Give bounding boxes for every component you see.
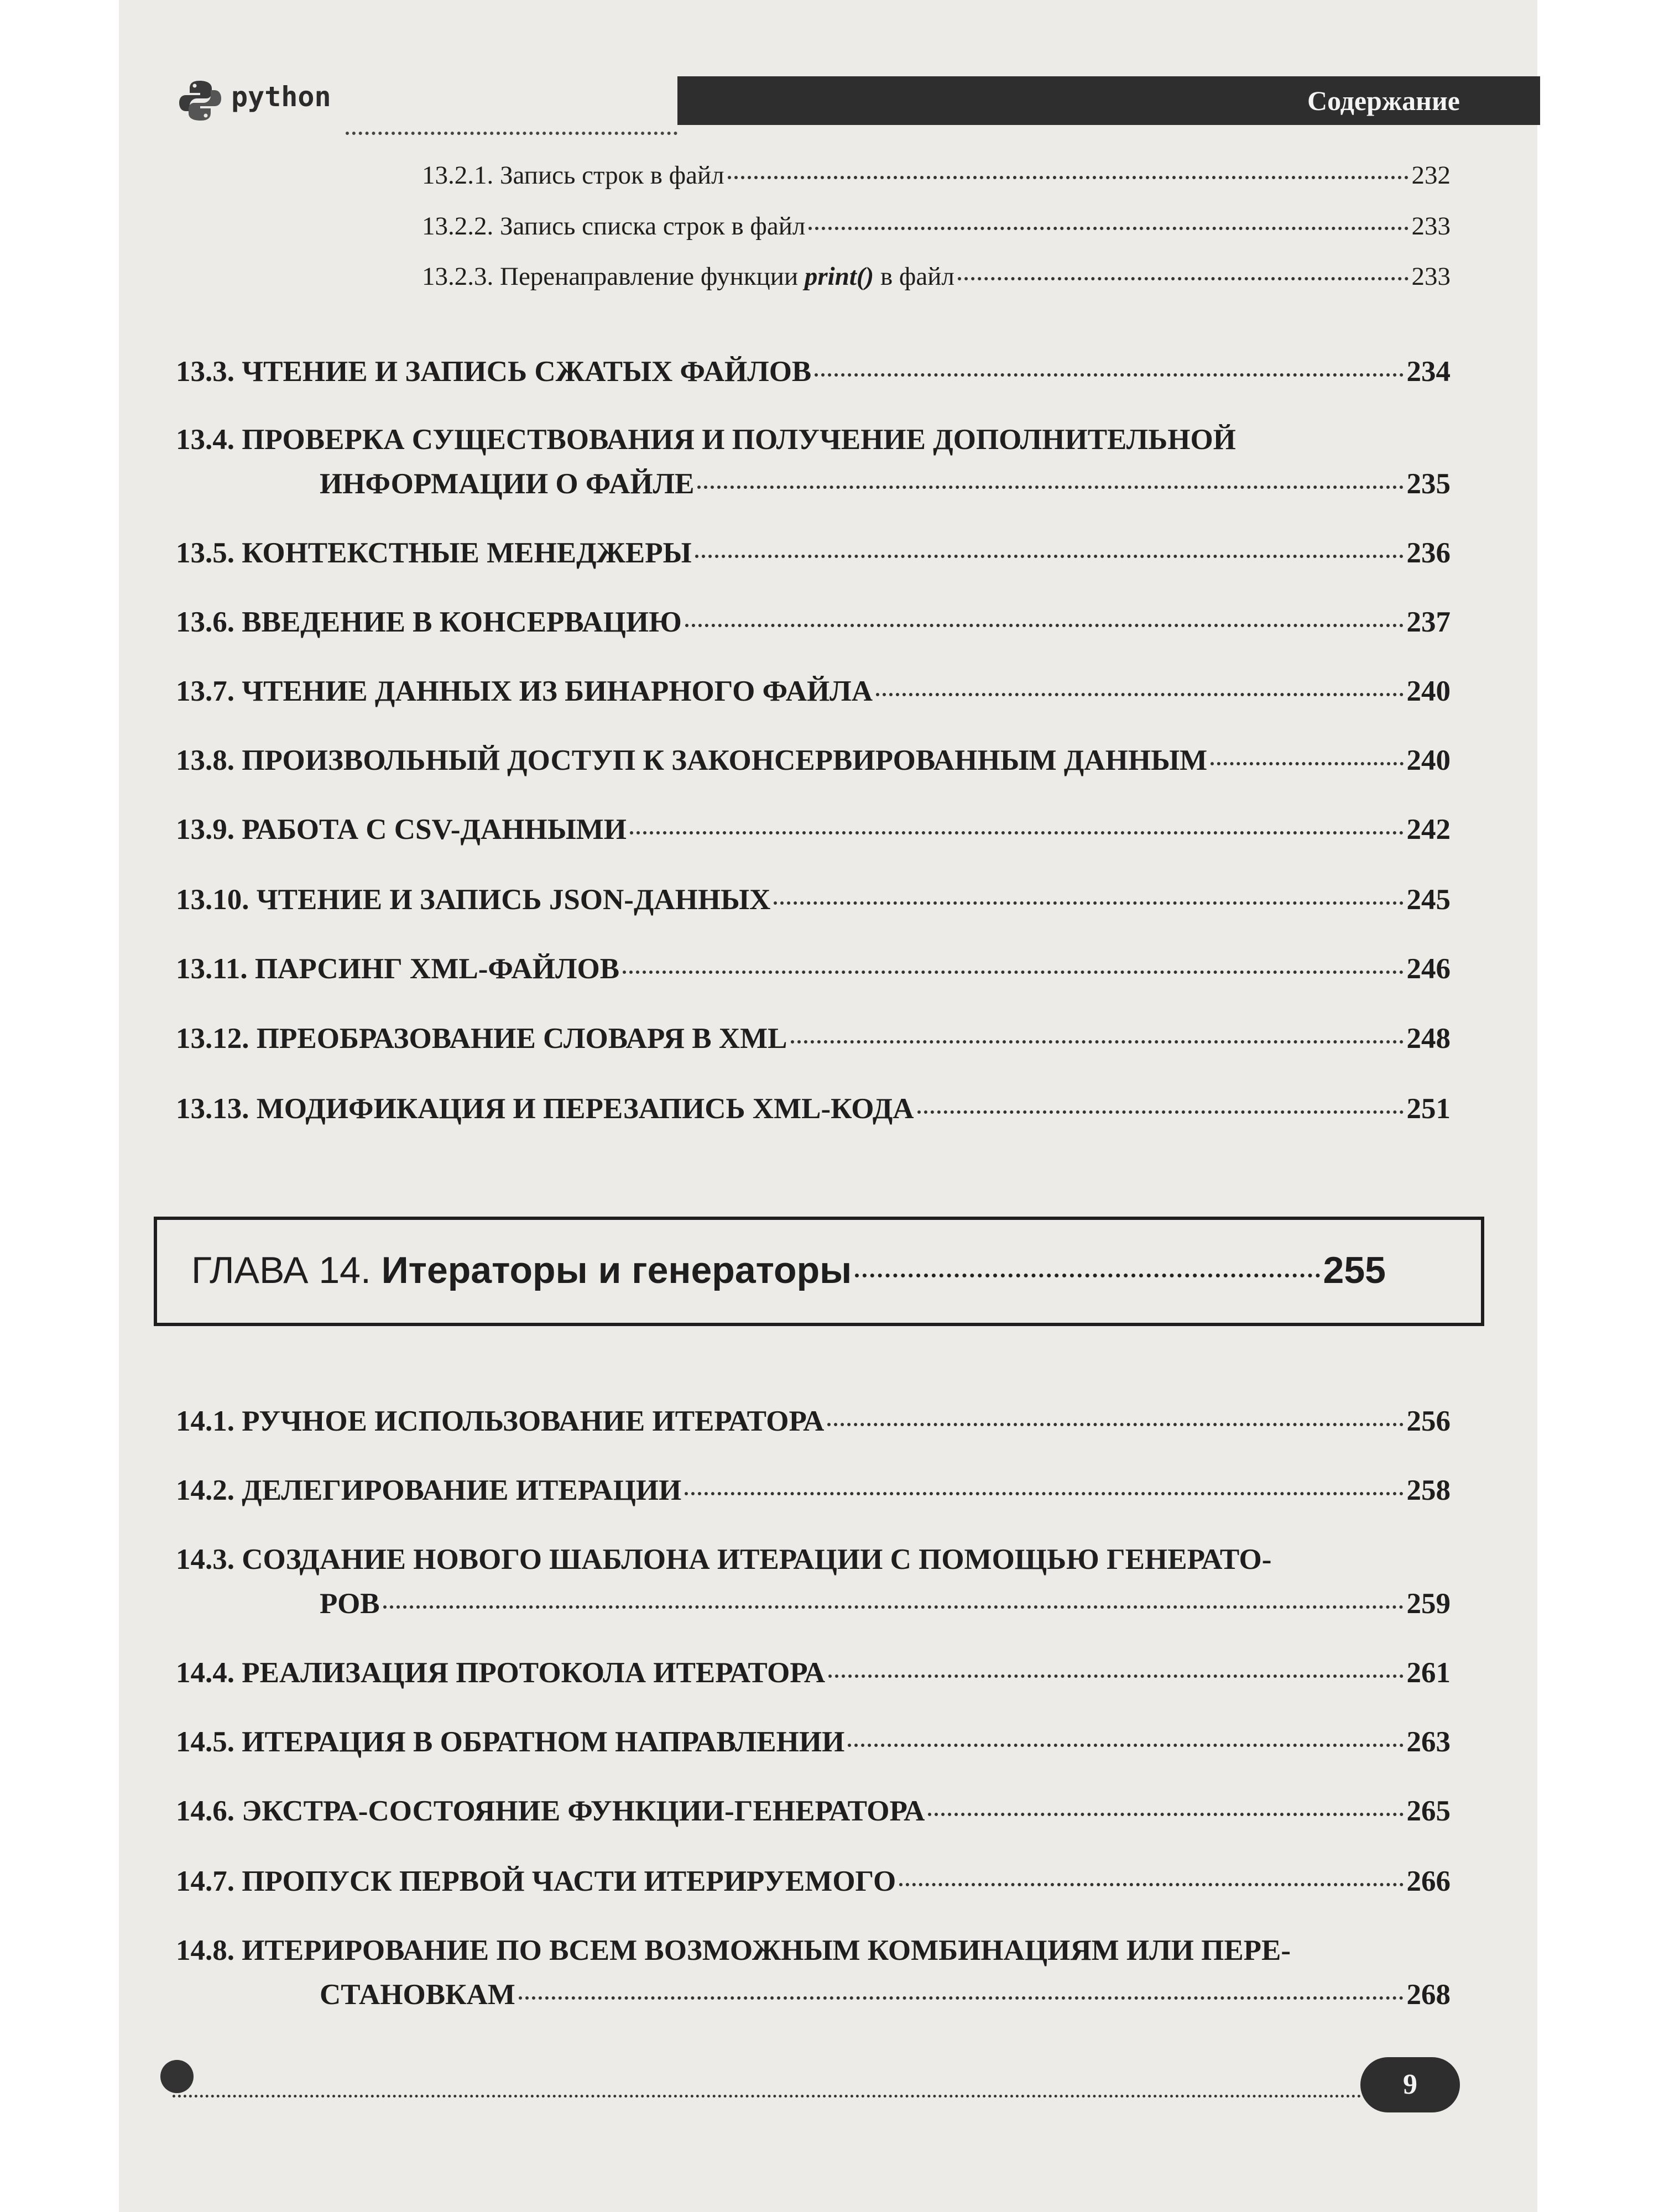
chapter-page: 255 bbox=[1323, 1249, 1386, 1291]
leader-dots bbox=[1211, 762, 1403, 765]
toc-entry[interactable] bbox=[176, 536, 1451, 570]
toc-entry-page: 251 bbox=[1406, 1093, 1451, 1125]
leader-dots bbox=[791, 1040, 1404, 1044]
toc-entry-page: 256 bbox=[1406, 1405, 1451, 1437]
leader-dots bbox=[685, 624, 1404, 627]
toc-entry-title: 13.9. РАБОТА С CSV-ДАННЫМИ bbox=[176, 813, 627, 846]
toc-entry-page: 265 bbox=[1406, 1795, 1451, 1827]
toc-entry-title-line2: ИНФОРМАЦИИ О ФАЙЛЕ bbox=[320, 468, 695, 500]
toc-entry-page: 263 bbox=[1406, 1726, 1451, 1758]
toc-entry-page: 240 bbox=[1406, 675, 1451, 707]
leader-dots bbox=[928, 1813, 1403, 1816]
toc-entry-title: 13.10. ЧТЕНИЕ И ЗАПИСЬ JSON-ДАННЫХ bbox=[176, 884, 771, 916]
toc-entry[interactable] bbox=[320, 1978, 1451, 2011]
leader-dots bbox=[728, 176, 1408, 179]
toc-entry-title-line1[interactable]: 14.3. СОЗДАНИЕ НОВОГО ШАБЛОНА ИТЕРАЦИИ С ПОМОЩЬЮ ГЕНЕРАТО- bbox=[176, 1543, 1272, 1575]
toc-entry-title-line1[interactable]: 14.8. ИТЕРИРОВАНИЕ ПО ВСЕМ ВОЗМОЖНЫМ КОМБИНАЦИЯМ ИЛИ ПЕРЕ- bbox=[176, 1934, 1291, 1966]
toc-entry[interactable] bbox=[176, 355, 1451, 388]
code-print: print() bbox=[804, 262, 874, 291]
leader-dots bbox=[876, 693, 1403, 696]
leader-dots bbox=[815, 373, 1403, 377]
toc-entry-page: 240 bbox=[1406, 744, 1451, 776]
chapter-title bbox=[191, 1249, 852, 1292]
toc-entry-page: 245 bbox=[1406, 884, 1451, 916]
chapter-heading-box[interactable] bbox=[154, 1217, 1484, 1326]
toc-entry-page: 234 bbox=[1406, 356, 1451, 388]
toc-entry[interactable] bbox=[176, 1656, 1451, 1689]
toc-entry[interactable] bbox=[176, 813, 1451, 846]
toc-entry[interactable] bbox=[176, 1865, 1451, 1898]
leader-dots bbox=[697, 486, 1403, 489]
toc-entry-title: 13.8. ПРОИЗВОЛЬНЫЙ ДОСТУП К ЗАКОНСЕРВИРОВАННЫМ ДАННЫМ bbox=[176, 744, 1208, 776]
toc-entry-title: 14.2. ДЕЛЕГИРОВАНИЕ ИТЕРАЦИИ bbox=[176, 1474, 682, 1506]
toc-entry[interactable] bbox=[176, 744, 1451, 777]
page-number: 9 bbox=[1360, 2057, 1460, 2112]
toc-entry[interactable] bbox=[422, 262, 1451, 291]
leader-dots bbox=[827, 1423, 1403, 1426]
toc-entry[interactable] bbox=[320, 1587, 1451, 1620]
title-prefix: 13.2.3. Перенаправление функции bbox=[422, 262, 805, 291]
toc-entry[interactable] bbox=[176, 1022, 1451, 1055]
chapter-heading bbox=[191, 1249, 1386, 1292]
toc-entry[interactable] bbox=[422, 160, 1451, 190]
toc-entry[interactable] bbox=[176, 952, 1451, 985]
title-suffix: в файл bbox=[874, 262, 954, 291]
toc-entry[interactable] bbox=[176, 606, 1451, 639]
toc-entry-title: 13.6. ВВЕДЕНИЕ В КОНСЕРВАЦИЮ bbox=[176, 606, 682, 638]
toc-entry-title: 13.5. КОНТЕКСТНЫЕ МЕНЕДЖЕРЫ bbox=[176, 537, 692, 569]
toc-entry-title: 13.11. ПАРСИНГ XML-ФАЙЛОВ bbox=[176, 953, 620, 985]
toc-entry-title-line2: РОВ bbox=[320, 1588, 380, 1620]
toc-entry[interactable] bbox=[176, 1092, 1451, 1125]
footer-dotted-rule bbox=[173, 2095, 1361, 2098]
toc-entry-page: 266 bbox=[1406, 1865, 1451, 1897]
toc-entry[interactable] bbox=[176, 1474, 1451, 1507]
toc-entry[interactable] bbox=[176, 883, 1451, 916]
toc-entry[interactable] bbox=[176, 1725, 1451, 1759]
leader-dots bbox=[958, 277, 1408, 280]
chapter-name: Итераторы и генераторы bbox=[381, 1249, 852, 1291]
toc-entry-title bbox=[422, 262, 954, 291]
toc-entry-page: 246 bbox=[1406, 953, 1451, 985]
toc-entry-page: 232 bbox=[1411, 161, 1451, 190]
toc-entry-page: 235 bbox=[1406, 468, 1451, 500]
toc-entry-page: 237 bbox=[1406, 606, 1451, 638]
toc-entry[interactable] bbox=[422, 211, 1451, 241]
leader-dots bbox=[774, 901, 1403, 905]
toc-entry-page: 248 bbox=[1406, 1022, 1451, 1055]
toc-entry[interactable] bbox=[176, 675, 1451, 708]
leader-dots bbox=[695, 555, 1404, 558]
leader-dots bbox=[899, 1883, 1403, 1886]
toc-entry[interactable] bbox=[176, 1405, 1451, 1438]
leader-dots bbox=[519, 1996, 1404, 2000]
leader-dots bbox=[855, 1274, 1319, 1277]
toc-entry[interactable] bbox=[176, 1794, 1451, 1828]
toc-entry-title: 13.12. ПРЕОБРАЗОВАНИЕ СЛОВАРЯ В XML bbox=[176, 1022, 787, 1055]
leader-dots bbox=[630, 831, 1403, 834]
leader-dots bbox=[828, 1674, 1403, 1678]
leader-dots bbox=[383, 1605, 1404, 1609]
toc-entry-page: 258 bbox=[1406, 1474, 1451, 1506]
logo-text: python bbox=[231, 81, 331, 113]
header-dotted-rule bbox=[346, 132, 677, 135]
toc-entry-title: 14.4. РЕАЛИЗАЦИЯ ПРОТОКОЛА ИТЕРАТОРА bbox=[176, 1657, 826, 1689]
leader-dots bbox=[685, 1492, 1403, 1495]
footer-bullet-icon bbox=[160, 2060, 194, 2093]
leader-dots bbox=[848, 1744, 1403, 1747]
toc-entry-page: 233 bbox=[1411, 262, 1451, 291]
toc-entry-page: 259 bbox=[1406, 1588, 1451, 1620]
toc-entry-page: 236 bbox=[1406, 537, 1451, 569]
toc-entry-title-line2: СТАНОВКАМ bbox=[320, 1979, 515, 2011]
toc-entry-title: 13.2.1. Запись строк в файл bbox=[422, 161, 724, 190]
leader-dots bbox=[808, 227, 1408, 230]
toc-entry-title: 13.3. ЧТЕНИЕ И ЗАПИСЬ СЖАТЫХ ФАЙЛОВ bbox=[176, 356, 812, 388]
toc-entry-title: 13.2.2. Запись списка строк в файл bbox=[422, 212, 806, 241]
section-title: Содержание bbox=[677, 76, 1540, 125]
toc-entry-title: 14.5. ИТЕРАЦИЯ В ОБРАТНОМ НАПРАВЛЕНИИ bbox=[176, 1726, 845, 1758]
toc-entry-title: 13.13. МОДИФИКАЦИЯ И ПЕРЕЗАПИСЬ XML-КОДА bbox=[176, 1093, 914, 1125]
toc-entry-title: 14.7. ПРОПУСК ПЕРВОЙ ЧАСТИ ИТЕРИРУЕМОГО bbox=[176, 1865, 896, 1897]
leader-dots bbox=[917, 1110, 1404, 1114]
toc-entry-title: 13.7. ЧТЕНИЕ ДАННЫХ ИЗ БИНАРНОГО ФАЙЛА bbox=[176, 675, 873, 707]
toc-entry-title: 14.6. ЭКСТРА-СОСТОЯНИЕ ФУНКЦИИ-ГЕНЕРАТОРА bbox=[176, 1795, 925, 1827]
chapter-number: ГЛАВА 14. bbox=[191, 1249, 371, 1291]
python-logo-icon bbox=[178, 79, 222, 123]
toc-entry-title: 14.1. РУЧНОЕ ИСПОЛЬЗОВАНИЕ ИТЕРАТОРА bbox=[176, 1405, 825, 1437]
toc-entry-page: 233 bbox=[1411, 212, 1451, 241]
toc-entry-page: 261 bbox=[1406, 1657, 1451, 1689]
toc-entry-page: 268 bbox=[1406, 1979, 1451, 2011]
leader-dots bbox=[623, 971, 1403, 974]
toc-entry[interactable] bbox=[320, 467, 1451, 500]
toc-entry-title-line1[interactable]: 13.4. ПРОВЕРКА СУЩЕСТВОВАНИЯ И ПОЛУЧЕНИЕ ДОПОЛНИТЕЛЬНОЙ bbox=[176, 424, 1236, 456]
toc-entry-page: 242 bbox=[1406, 813, 1451, 846]
